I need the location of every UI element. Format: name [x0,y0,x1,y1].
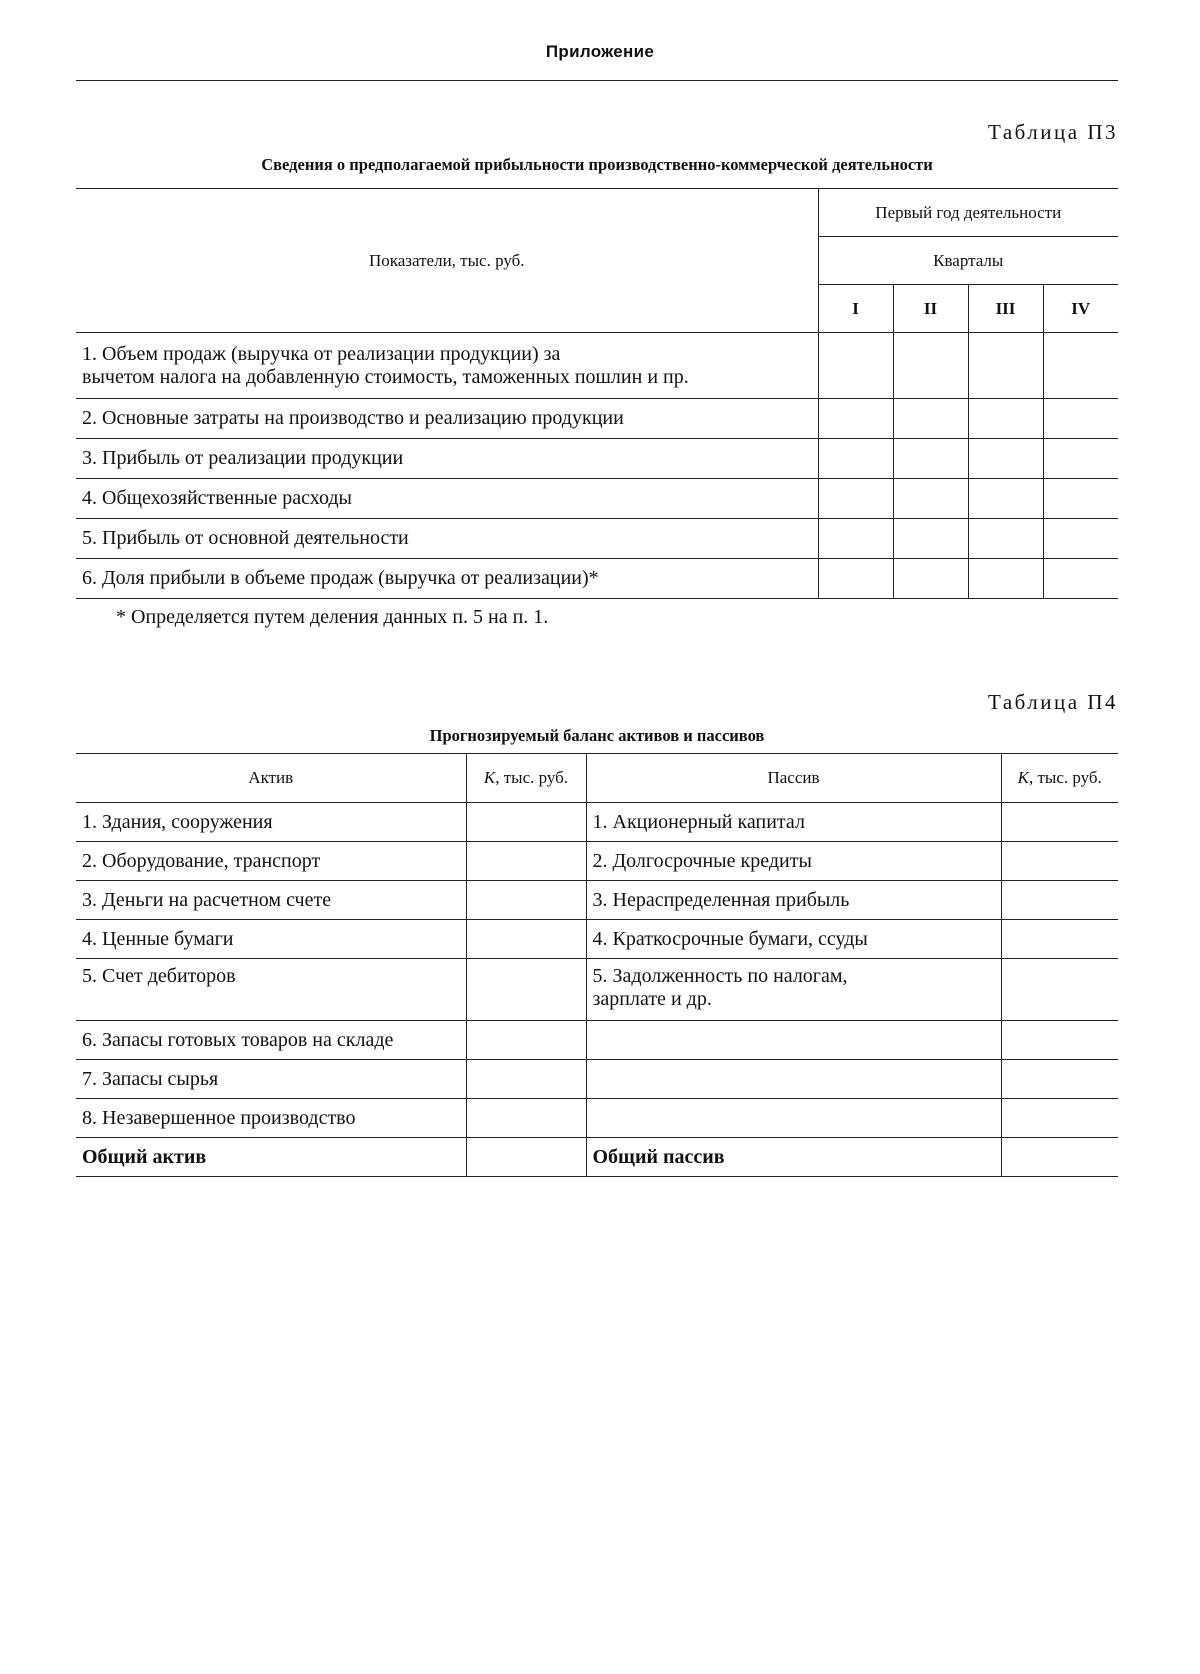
asset-value-cell[interactable] [466,881,586,920]
indicator-label [76,333,818,399]
value-cell[interactable] [968,399,1043,439]
table-row [76,842,1118,881]
table-p3-number: Таблица П3 [988,120,1118,144]
indicators-header: Показатели, тыс. руб. [76,189,818,333]
asset-label: 5. Счет дебиторов [76,959,466,1021]
table-row [76,519,1118,559]
value-cell[interactable] [893,519,968,559]
asset-label: 2. Оборудование, транспорт [76,842,466,881]
liability-value-cell[interactable] [1001,881,1118,920]
table-p3-title: Сведения о предполагаемой прибыльности производственно-коммерческой деятельности [261,155,933,174]
liability-value-cell[interactable] [1001,803,1118,842]
liability-label: 4. Краткосрочные бумаги, ссуды [586,920,1001,959]
quarter-3-header: III [968,285,1043,333]
asset-label: 7. Запасы сырья [76,1060,466,1099]
indicator-label: 4. Общехозяйственные расходы [76,479,818,519]
table-row [76,333,1118,399]
liability-value-cell[interactable] [1001,842,1118,881]
table-row [76,439,1118,479]
value-cell[interactable] [818,333,893,399]
value-cell[interactable] [818,399,893,439]
value-cell[interactable] [968,479,1043,519]
value-cell[interactable] [1043,519,1118,559]
table-row [76,559,1118,599]
value-cell[interactable] [1043,439,1118,479]
liability-value-cell[interactable] [1001,1099,1118,1138]
value-cell[interactable] [818,559,893,599]
value-cell[interactable] [968,439,1043,479]
asset-label: 8. Незавершенное производство [76,1099,466,1138]
asset-value-cell[interactable] [466,1021,586,1060]
liability-value-cell[interactable] [1001,1060,1118,1099]
assets-k-header [466,754,586,803]
liability-label-line: 5. Задолженность по налогам, [592,965,848,987]
asset-value-cell[interactable] [466,1099,586,1138]
liabilities-header: Пассив [586,754,1001,803]
indicator-label: 6. Доля прибыли в объеме продаж (выручка от реализации)* [76,559,818,599]
asset-label: 4. Ценные бумаги [76,920,466,959]
indicator-label: 2. Основные затраты на производство и реализацию продукции [76,399,818,439]
value-cell[interactable] [1043,399,1118,439]
asset-value-cell[interactable] [466,920,586,959]
quarters-header: Кварталы [818,237,1118,285]
value-cell[interactable] [893,479,968,519]
table-row [76,399,1118,439]
indicator-label-line: вычетом налога на добавленную стоимость, таможенных пошлин и пр. [82,365,689,388]
k-symbol: К [483,768,496,787]
total-assets-label: Общий актив [76,1138,466,1177]
liability-value-cell[interactable] [1001,920,1118,959]
table-row [76,959,1118,1021]
profitability-table [76,188,1118,599]
asset-value-cell[interactable] [466,959,586,1021]
indicator-label-line: 1. Объем продаж (выручка от реализации продукции) за [82,342,561,365]
page-header: Приложение [545,42,655,61]
table-row [76,881,1118,920]
asset-label: 6. Запасы готовых товаров на складе [76,1021,466,1060]
value-cell[interactable] [1043,479,1118,519]
value-cell[interactable] [893,399,968,439]
liability-label [586,1099,1001,1138]
value-cell[interactable] [818,519,893,559]
value-cell[interactable] [1043,333,1118,399]
table-p3-footnote: * Определяется путем деления данных п. 5 на п. 1. [116,606,549,628]
total-row [76,1138,1118,1177]
total-assets-value-cell[interactable] [466,1138,586,1177]
balance-table [76,753,1118,1177]
value-cell[interactable] [818,439,893,479]
total-liabilities-value-cell[interactable] [1001,1138,1118,1177]
value-cell[interactable] [1043,559,1118,599]
quarter-1-header: I [818,285,893,333]
liability-value-cell[interactable] [1001,1021,1118,1060]
indicator-label: 3. Прибыль от реализации продукции [76,439,818,479]
indicator-label: 5. Прибыль от основной деятельности [76,519,818,559]
k-unit: , тыс. руб. [1028,768,1102,787]
table-row [76,1021,1118,1060]
table-p4-title: Прогнозируемый баланс активов и пассивов [429,726,765,745]
quarter-2-header: II [893,285,968,333]
k-unit: , тыс. руб. [495,768,569,787]
liability-value-cell[interactable] [1001,959,1118,1021]
liability-label: 2. Долгосрочные кредиты [586,842,1001,881]
value-cell[interactable] [968,559,1043,599]
asset-value-cell[interactable] [466,1060,586,1099]
k-symbol: К [1017,768,1029,787]
value-cell[interactable] [968,519,1043,559]
total-liabilities-label: Общий пассив [586,1138,1001,1177]
table-row [76,479,1118,519]
table-row [76,1060,1118,1099]
table-row [76,920,1118,959]
asset-value-cell[interactable] [466,842,586,881]
liability-label [586,1060,1001,1099]
table-p4-number: Таблица П4 [988,690,1118,714]
assets-header: Актив [76,754,466,803]
asset-label: 3. Деньги на расчетном счете [76,881,466,920]
table-row [76,803,1118,842]
quarter-4-header: IV [1043,285,1118,333]
liabilities-k-header [1001,754,1118,803]
header-rule [76,80,1118,81]
liability-label-line: зарплате и др. [592,988,712,1010]
value-cell[interactable] [968,333,1043,399]
liability-label: 3. Нераспределенная прибыль [586,881,1001,920]
liability-label [586,959,1001,1021]
value-cell[interactable] [818,479,893,519]
liability-label [586,1021,1001,1060]
value-cell[interactable] [893,439,968,479]
table-row [76,1099,1118,1138]
liability-label: 1. Акционерный капитал [586,803,1001,842]
value-cell[interactable] [893,559,968,599]
value-cell[interactable] [893,333,968,399]
asset-label: 1. Здания, сооружения [76,803,466,842]
first-year-header: Первый год деятельности [818,189,1118,237]
asset-value-cell[interactable] [466,803,586,842]
